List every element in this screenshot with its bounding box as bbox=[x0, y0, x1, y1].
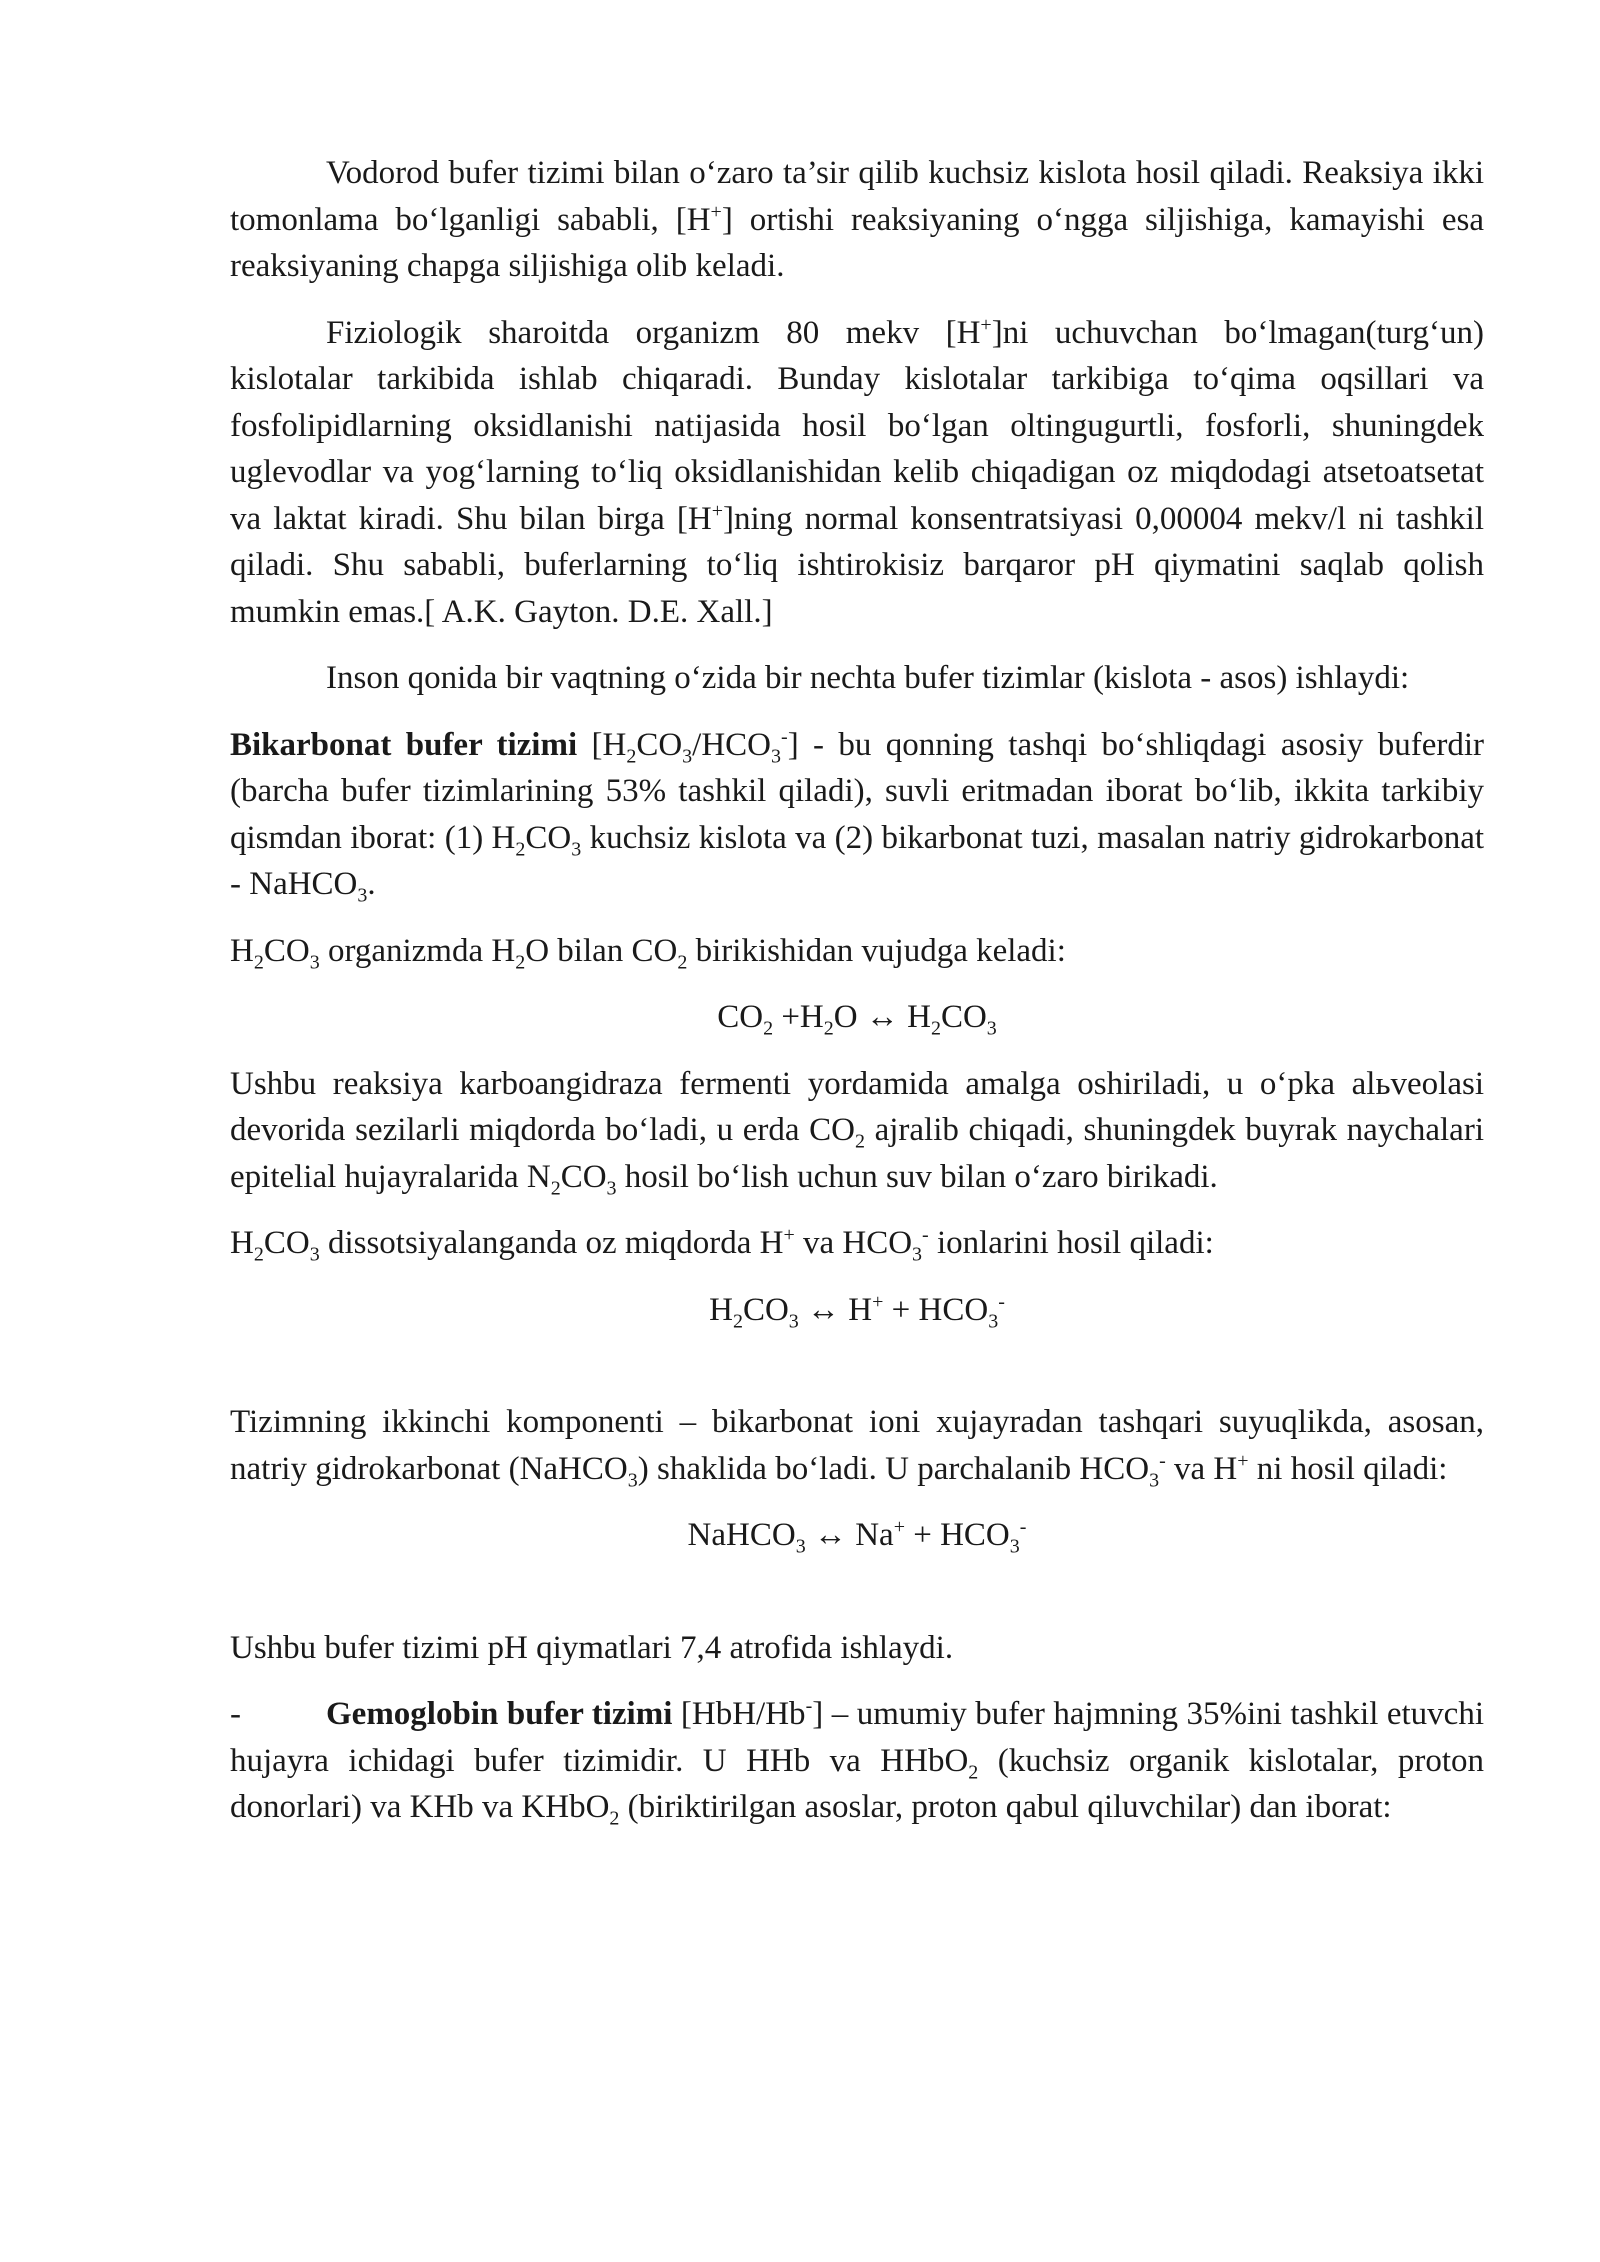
text-run: ] – umumiy bufer hajmning 35%ini tashkil etuvchi hujayra ichidagi bufer tizimidir. U HHb va HHbO bbox=[230, 1696, 1485, 1779]
text-run: H bbox=[709, 1291, 733, 1328]
text-run: ↔ H bbox=[798, 1291, 873, 1328]
text-run: O ↔ H bbox=[833, 999, 931, 1035]
text-run: Vodorod bufer tizimi bilan o‘zaro ta’sir qilib kuchsiz kislota hosil qiladi. Reaksiya ikki tomonlama bo‘lganligi sababli, [H bbox=[230, 155, 1484, 238]
superscript: + bbox=[711, 499, 723, 522]
text-run: ]ni uchuvchan bo‘lmagan(turg‘un) kislotalar tarkibida ishlab chiqaradi. Bunday kislotalar tarkibiga to‘qima oqsillari va fosfolipidlarning oksidlanishi natijasida hosil bo‘lgan oltingugurtli, fosforli, shuningdek uglevodlar va yog‘larning to‘liq oksidlanishidan kelib chiqadigan oz miqdodagi atsetoatsetat va laktat kiradi. Shu bilan birga [H bbox=[230, 314, 1485, 537]
text-run: ] ortishi reaksiyaning o‘ngga siljishiga, kamayishi esa reaksiyaning chapga siljishiga olib keladi. bbox=[230, 201, 1484, 284]
paragraph-inson-qoni bbox=[230, 655, 1484, 702]
text-run: (kuchsiz organik kislotalar, proton donorlari) va KHb va KHbO bbox=[230, 1742, 1484, 1825]
subscript: 3 bbox=[309, 951, 320, 974]
subscript: 3 bbox=[606, 1177, 617, 1200]
superscript: + bbox=[1237, 1449, 1249, 1472]
subscript: 2 bbox=[930, 1017, 941, 1040]
text-run: CO bbox=[636, 726, 683, 763]
text-run: Ushbu bufer tizimi pH qiymatlari 7,4 atrofida ishlaydi. bbox=[230, 1629, 954, 1666]
text-run: birikishidan vujudga keladi: bbox=[687, 932, 1066, 969]
subscript: 3 bbox=[771, 745, 782, 768]
text-run: + HCO bbox=[904, 1517, 1010, 1553]
subscript: 2 bbox=[253, 951, 264, 974]
subscript: 3 bbox=[788, 1310, 799, 1333]
superscript: - bbox=[1159, 1449, 1166, 1472]
equation-co2-h2o bbox=[230, 994, 1484, 1041]
subscript: 3 bbox=[357, 884, 368, 907]
superscript: + bbox=[710, 200, 722, 223]
text-run: Fiziologik sharoitda organizm 80 mekv [H bbox=[326, 314, 981, 351]
paragraph-ikkinchi-komponent bbox=[230, 1399, 1484, 1492]
text-run: ] - bu qonning tashqi bo‘shliqdagi asosiy buferdir (barcha bufer tizimlarining 53% tashkil qiladi), suvli eritmadan iborat bo‘lib, ikkita tarkibiy qismdan iborat: (1) H bbox=[230, 726, 1484, 856]
subscript: 2 bbox=[732, 1310, 743, 1333]
section-heading-gemoglobin: Gemoglobin bufer tizimi bbox=[326, 1696, 673, 1732]
text-run: va H bbox=[1165, 1450, 1238, 1487]
text-run: + HCO bbox=[883, 1291, 989, 1328]
text-run: ) shaklida bo‘ladi. U parchalanib HCO bbox=[637, 1450, 1150, 1487]
subscript: 2 bbox=[763, 1017, 774, 1040]
text-run: ionlarini hosil qiladi: bbox=[928, 1225, 1214, 1261]
subscript: 3 bbox=[912, 1243, 923, 1266]
subscript: 2 bbox=[626, 745, 637, 768]
subscript: 2 bbox=[677, 951, 688, 974]
text-run: hosil bo‘lish uchun suv bilan o‘zaro birikadi. bbox=[616, 1158, 1218, 1195]
text-run: CO bbox=[717, 999, 764, 1035]
subscript: 3 bbox=[795, 1535, 806, 1558]
subscript: 3 bbox=[627, 1469, 638, 1492]
subscript: 2 bbox=[515, 951, 526, 974]
list-dash: - bbox=[230, 1696, 241, 1732]
superscript: - bbox=[1019, 1516, 1027, 1538]
text-run: ]ning normal konsentratsiyasi 0,00004 mekv/l ni tashkil qiladi. Shu sababli, buferlarning to‘liq ishtirokisiz barqaror pH qiymatini saqlab qolish mumkin emas.[ A.K. Gayton. D.E. Xall.] bbox=[230, 500, 1484, 630]
text-run: [H bbox=[577, 726, 627, 763]
superscript: + bbox=[783, 1224, 795, 1246]
subscript: 3 bbox=[988, 1310, 999, 1333]
subscript: 3 bbox=[309, 1243, 320, 1266]
superscript: + bbox=[893, 1516, 905, 1538]
text-run: Tizimning ikkinchi komponenti – bikarbonat ioni xujayradan tashqari suyuqlikda, asosan, natriy gidrokarbonat (NaHCO bbox=[230, 1404, 1484, 1487]
subscript: 3 bbox=[1149, 1469, 1160, 1492]
subscript: 3 bbox=[571, 838, 582, 861]
equation-h2co3-dissociation bbox=[230, 1287, 1484, 1334]
text-run: CO bbox=[263, 1225, 310, 1261]
text-run: H bbox=[230, 932, 254, 969]
text-run: dissotsiyalanganda oz miqdorda H bbox=[319, 1225, 784, 1261]
superscript: - bbox=[781, 725, 788, 748]
subscript: 2 bbox=[854, 1130, 865, 1153]
text-run: /HCO bbox=[692, 726, 772, 763]
superscript: - bbox=[805, 1695, 813, 1717]
text-run: [HbH/Hb bbox=[672, 1696, 806, 1732]
text-run: CO bbox=[742, 1291, 789, 1328]
subscript: 2 bbox=[550, 1177, 561, 1200]
superscript: + bbox=[872, 1290, 884, 1313]
subscript: 2 bbox=[515, 838, 526, 861]
text-run: ni hosil qiladi: bbox=[1248, 1450, 1448, 1487]
text-run: CO bbox=[560, 1158, 607, 1195]
text-run: organizmda H bbox=[319, 932, 516, 969]
paragraph-gemoglobin-bufer bbox=[230, 1691, 1484, 1831]
equation-nahco3-dissociation bbox=[230, 1512, 1484, 1559]
paragraph-karboangidraza bbox=[230, 1061, 1484, 1201]
text-run: +H bbox=[773, 999, 824, 1035]
subscript: 3 bbox=[682, 745, 693, 768]
subscript: 3 bbox=[1009, 1535, 1020, 1558]
text-run: va HCO bbox=[794, 1225, 913, 1261]
text-run: ↔ Na bbox=[805, 1517, 894, 1553]
text-run: NaHCO bbox=[687, 1517, 796, 1553]
paragraph-vodorod-bufer bbox=[230, 150, 1484, 290]
paragraph-fiziologik-sharoit bbox=[230, 310, 1484, 636]
superscript: - bbox=[998, 1290, 1005, 1313]
text-run: CO bbox=[263, 932, 310, 969]
subscript: 3 bbox=[986, 1017, 997, 1040]
section-heading-bikarbonat: Bikarbonat bufer tizimi bbox=[230, 726, 578, 763]
text-run: H bbox=[230, 1225, 254, 1261]
paragraph-bikarbonat-bufer bbox=[230, 722, 1484, 908]
text-run: Ushbu reaksiya karboangidraza fermenti yordamida amalga oshiriladi, u o‘pka alьveolasi devorida sezilarli miqdorda bo‘ladi, u erda CO bbox=[230, 1065, 1484, 1148]
text-run: CO bbox=[940, 999, 987, 1035]
subscript: 2 bbox=[609, 1807, 620, 1830]
text-run: kuchsiz kislota va (2) bikarbonat tuzi, masalan natriy gidrokarbonat - NaHCO bbox=[230, 819, 1485, 902]
superscript: - bbox=[922, 1224, 929, 1246]
subscript: 2 bbox=[968, 1761, 979, 1784]
text-run: Inson qonida bir vaqtning o‘zida bir nechta bufer tizimlar (kislota - asos) ishlaydi: bbox=[326, 660, 1410, 696]
paragraph-ph-qiymati bbox=[230, 1625, 1484, 1672]
text-run: O bilan CO bbox=[525, 932, 678, 969]
subscript: 2 bbox=[823, 1017, 834, 1040]
subscript: 2 bbox=[253, 1243, 264, 1266]
paragraph-dissotsiyalanish bbox=[230, 1220, 1484, 1267]
superscript: + bbox=[980, 313, 992, 336]
text-run: CO bbox=[525, 819, 572, 856]
text-run: . bbox=[367, 866, 376, 902]
paragraph-h2co3-hosil bbox=[230, 928, 1484, 975]
text-run: ajralib chiqadi, shuningdek buyrak naychalari epitelial hujayralarida N bbox=[230, 1112, 1484, 1195]
text-run: (biriktirilgan asoslar, proton qabul qiluvchilar) dan iborat: bbox=[619, 1789, 1392, 1825]
